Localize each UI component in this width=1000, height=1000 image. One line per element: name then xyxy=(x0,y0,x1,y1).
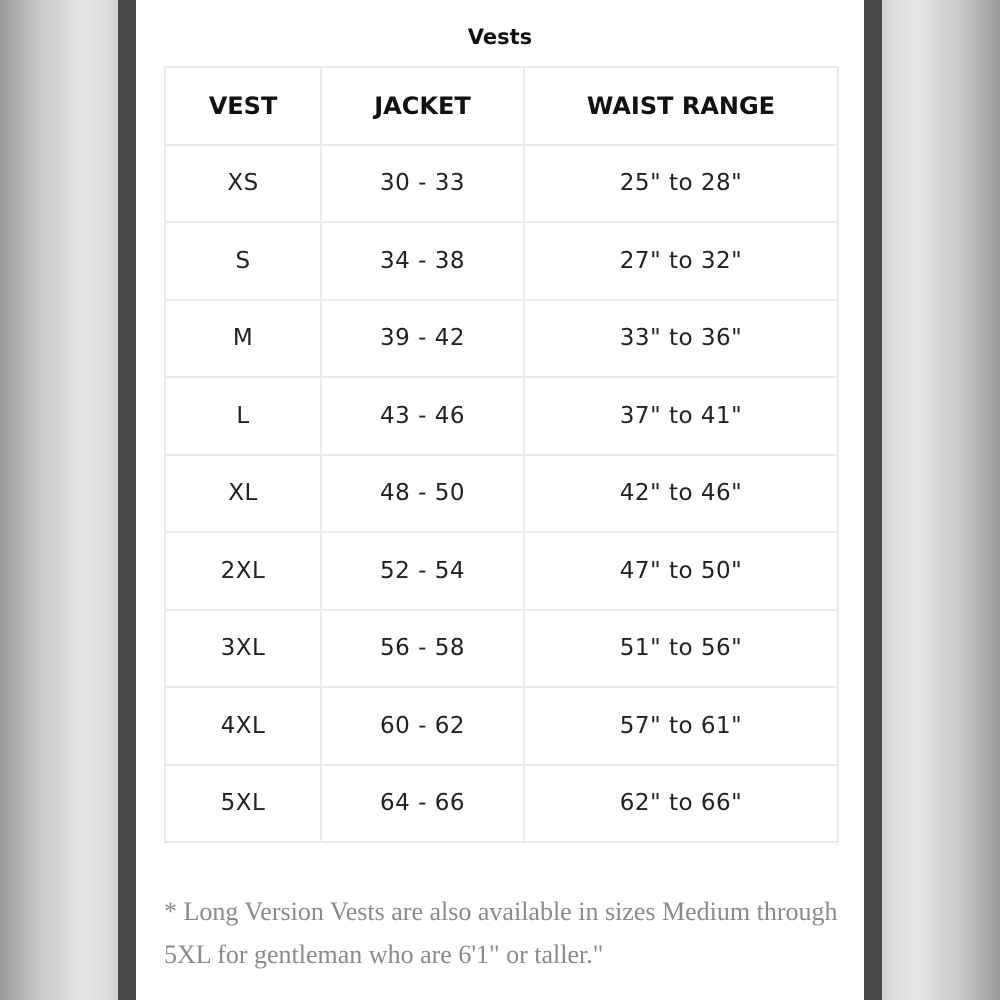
table-row xyxy=(165,145,838,223)
table-row xyxy=(165,765,838,843)
waist-range-cell: 33" to 36" xyxy=(524,300,838,378)
jacket-size-cell: 64 - 66 xyxy=(321,765,524,843)
waist-range-cell: 47" to 50" xyxy=(524,532,838,610)
jacket-size-cell: 43 - 46 xyxy=(321,377,524,455)
table-row xyxy=(165,687,838,765)
table-row xyxy=(165,532,838,610)
vest-size-cell: L xyxy=(165,377,321,455)
column-header-waist-range: WAIST RANGE xyxy=(524,67,838,145)
vest-size-cell: XS xyxy=(165,145,321,223)
page-title: Vests xyxy=(467,25,533,49)
vest-size-cell: 3XL xyxy=(165,610,321,688)
waist-range-cell: 62" to 66" xyxy=(524,765,838,843)
waist-range-cell: 27" to 32" xyxy=(524,222,838,300)
size-chart-sheet xyxy=(136,0,864,1000)
table-row xyxy=(165,300,838,378)
table-row xyxy=(165,610,838,688)
waist-range-cell: 51" to 56" xyxy=(524,610,838,688)
vest-size-cell: XL xyxy=(165,455,321,533)
jacket-size-cell: 48 - 50 xyxy=(321,455,524,533)
column-header-jacket: JACKET xyxy=(321,67,524,145)
vest-size-cell: 5XL xyxy=(165,765,321,843)
waist-range-cell: 57" to 61" xyxy=(524,687,838,765)
long-version-footnote: * Long Version Vests are also available in sizes Medium through 5XL for gentleman who are 6'1" or taller." xyxy=(164,897,838,969)
vest-size-cell: M xyxy=(165,300,321,378)
jacket-size-cell: 30 - 33 xyxy=(321,145,524,223)
table-header-row xyxy=(165,67,838,145)
column-header-vest: VEST xyxy=(165,67,321,145)
jacket-size-cell: 60 - 62 xyxy=(321,687,524,765)
jacket-size-cell: 52 - 54 xyxy=(321,532,524,610)
size-table xyxy=(164,66,839,843)
table-row xyxy=(165,377,838,455)
vest-size-cell: 4XL xyxy=(165,687,321,765)
waist-range-cell: 25" to 28" xyxy=(524,145,838,223)
jacket-size-cell: 39 - 42 xyxy=(321,300,524,378)
waist-range-cell: 37" to 41" xyxy=(524,377,838,455)
jacket-size-cell: 56 - 58 xyxy=(321,610,524,688)
vest-size-cell: 2XL xyxy=(165,532,321,610)
jacket-size-cell: 34 - 38 xyxy=(321,222,524,300)
waist-range-cell: 42" to 46" xyxy=(524,455,838,533)
vest-size-cell: S xyxy=(165,222,321,300)
table-row xyxy=(165,222,838,300)
table-row xyxy=(165,455,838,533)
